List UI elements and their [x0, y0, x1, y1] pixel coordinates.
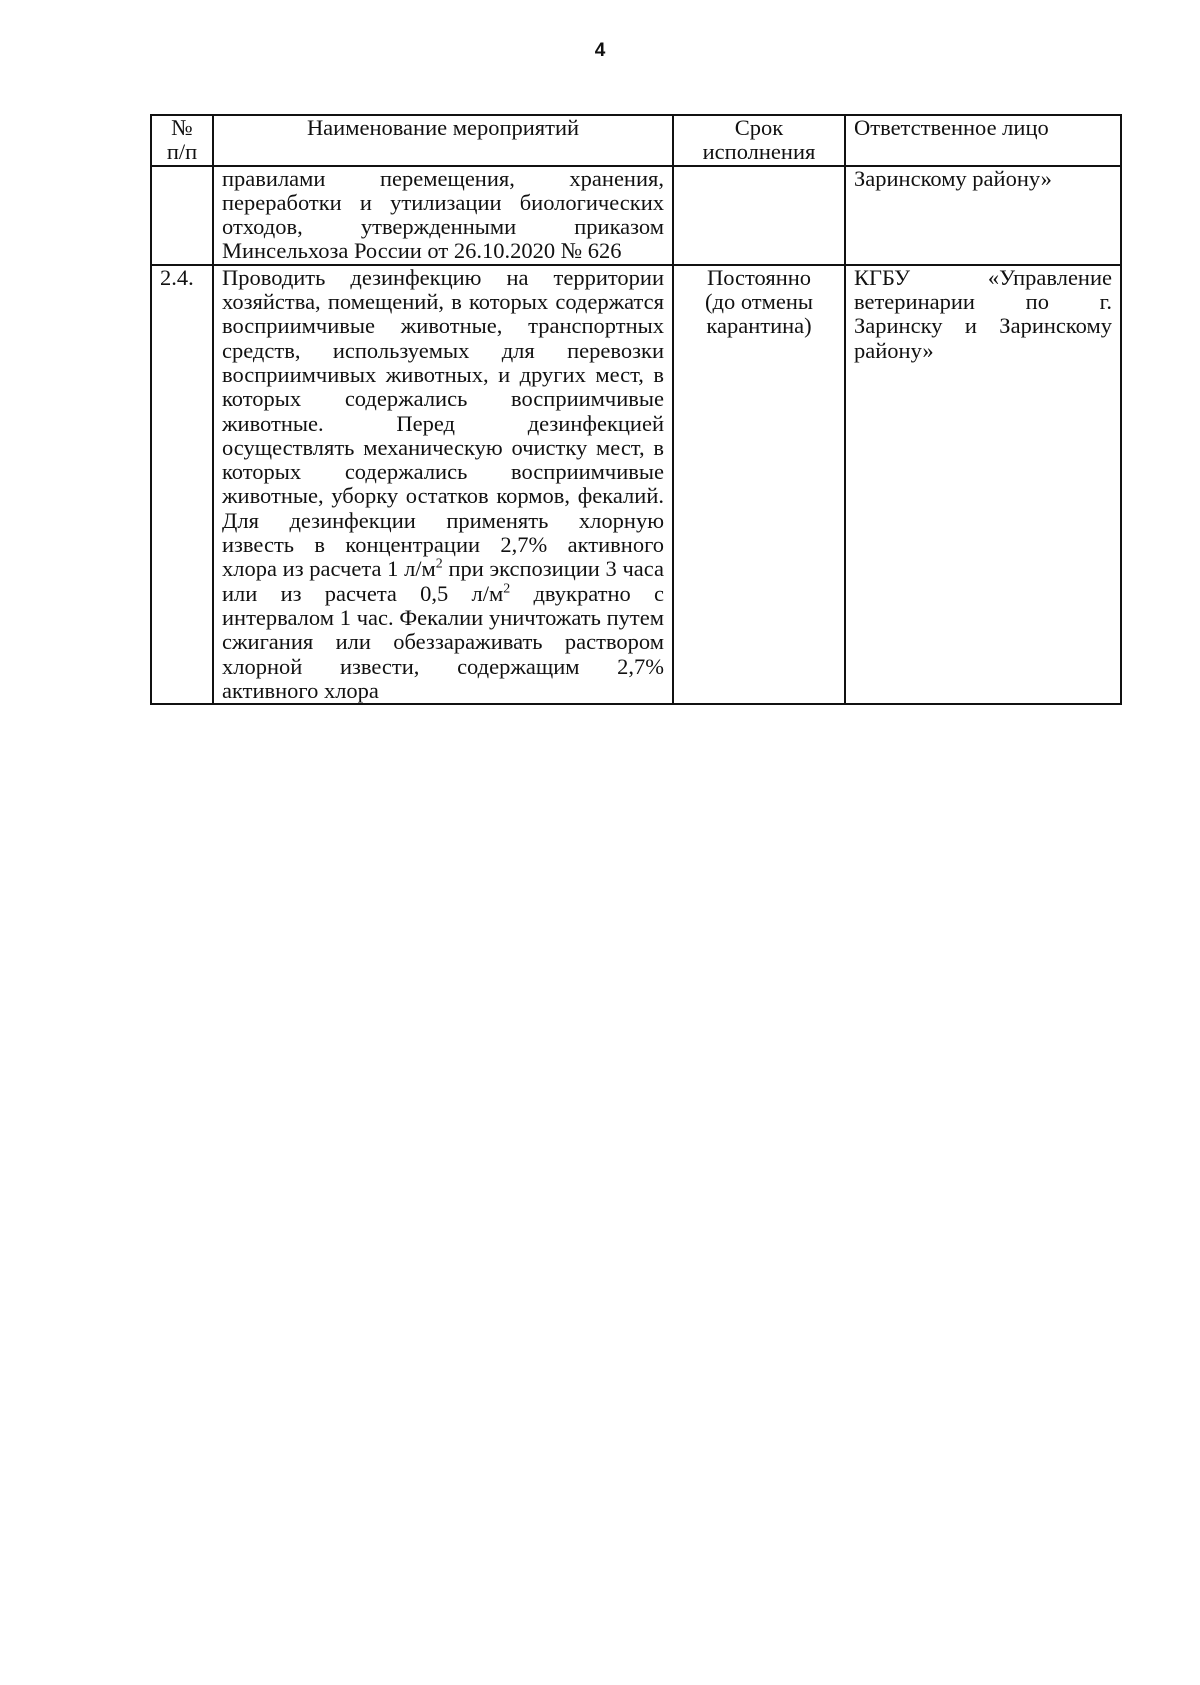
header-term-line2: исполнения [702, 139, 816, 165]
responsible-cell: Заринскому району» [845, 166, 1121, 265]
measure-text-cell: правилами перемещения, хранения, переработки и утилизации биологических отходов, утвержденными приказом Минсельхоза России от 26.10.2020 № 626 [213, 166, 673, 265]
term-line: Постоянно [706, 264, 812, 290]
superscript-squared: 2 [503, 581, 511, 597]
term-cell [673, 265, 845, 704]
measures-table [150, 114, 1122, 705]
measure-text-part1: Проводить дезинфекцию на территории хозяйства, помещений, в которых содержатся восприимчивые животные, транспортных средств, используемых для перевозки восприимчивых животных, и других мест, в которых содержались восприимчивые животные. Перед дезинфекцией осуществлять механическую очистку мест, в которых содержались восприимчивые животные, уборку остатков кормов, фекалий. Для дезинфекции применять хлорную известь в концентрации 2,7% активного хлора из расчета 1 л/м [222, 264, 664, 582]
table-row [151, 166, 1121, 265]
term-cell [673, 166, 845, 265]
header-number [151, 115, 213, 166]
responsible-cell: КГБУ «Управление ветеринарии по г. Заринску и Заринскому району» [845, 265, 1121, 704]
table-row [151, 265, 1121, 704]
row-number-cell [151, 166, 213, 265]
superscript-squared: 2 [435, 556, 443, 572]
header-term-line1: Срок [734, 115, 784, 140]
header-responsible: Ответственное лицо [845, 115, 1121, 166]
measure-text-part2: при экспозиции 3 часа или из расчета 0,5 л/м [222, 556, 664, 606]
header-number-symbol: № [171, 115, 193, 140]
header-term [673, 115, 845, 166]
measure-text-part3: двукратно с интервалом 1 час. Фекалии уничтожать путем сжигания или обеззараживать раствором хлорной извести, содержащим 2,7% активного хлора [222, 580, 664, 703]
page-number: 4 [594, 40, 606, 61]
header-measure-name: Наименование мероприятий [213, 115, 673, 166]
table-header-row [151, 115, 1121, 166]
measure-text-cell [213, 265, 673, 704]
header-number-abbr: п/п [166, 139, 198, 165]
term-line: (до отмены [705, 289, 813, 315]
row-number-cell: 2.4. [151, 265, 213, 704]
term-line: карантина) [706, 313, 812, 339]
